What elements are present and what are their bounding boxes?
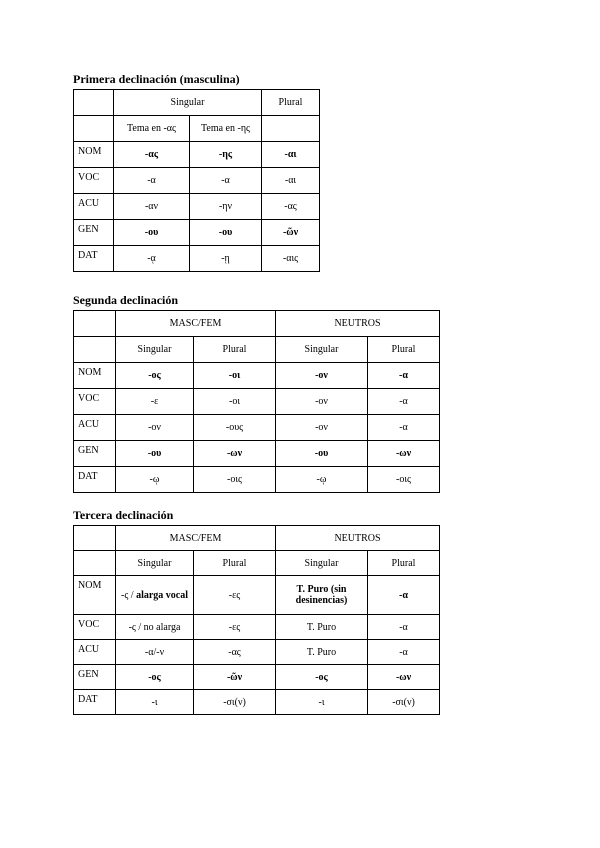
- case-label: DAT: [74, 467, 116, 493]
- ending-cell: -ας: [194, 640, 276, 665]
- case-label: DAT: [74, 690, 116, 715]
- ending-cell: -α: [368, 615, 440, 640]
- ending-cell: -ους: [194, 415, 276, 441]
- case-label: NOM: [74, 363, 116, 389]
- table-row: [74, 415, 440, 441]
- empty-corner-cell: [74, 90, 114, 116]
- ending-cell: -α: [368, 389, 440, 415]
- ending-cell: -ον: [276, 415, 368, 441]
- ending-cell: [116, 576, 194, 615]
- table-row: [74, 220, 320, 246]
- case-label: NOM: [74, 576, 116, 615]
- subheader-singular: Singular: [116, 337, 194, 363]
- subheader-plural: Plural: [368, 337, 440, 363]
- section1-title: Primera declinación (masculina): [73, 72, 240, 86]
- subheader-singular: Singular: [116, 551, 194, 576]
- subheader-singular: Singular: [276, 551, 368, 576]
- ending-cell: -ῶν: [262, 220, 320, 246]
- empty-corner-cell: [74, 311, 116, 337]
- header-neutros: NEUTROS: [276, 526, 440, 551]
- ending-cell: -αι: [262, 142, 320, 168]
- header-neutros: NEUTROS: [276, 311, 440, 337]
- ending-cell: -α: [190, 168, 262, 194]
- ending-cell: -ας: [262, 194, 320, 220]
- ending-cell: -ε: [116, 389, 194, 415]
- ending-cell: -ον: [276, 389, 368, 415]
- ending-cell: -ου: [276, 441, 368, 467]
- table-row: [74, 441, 440, 467]
- ending-cell: -οι: [194, 389, 276, 415]
- table-row: [74, 665, 440, 690]
- table-row: [74, 615, 440, 640]
- first-declension-table: [73, 89, 320, 272]
- ending-cell: -ῳ: [276, 467, 368, 493]
- third-declension-table: [73, 525, 440, 715]
- ending-cell: -ον: [276, 363, 368, 389]
- ending-cell: -σι(ν): [368, 690, 440, 715]
- ending-cell: -οι: [194, 363, 276, 389]
- empty-corner-cell: [74, 526, 116, 551]
- subheader-tema-es: Tema en -ης: [190, 116, 262, 142]
- case-label: ACU: [74, 640, 116, 665]
- ending-cell: -α/-ν: [116, 640, 194, 665]
- ending-cell: -ος: [116, 363, 194, 389]
- case-label: GEN: [74, 220, 114, 246]
- table-row: [74, 576, 440, 615]
- ending-cell: -ῶν: [194, 665, 276, 690]
- header-mascfem: MASC/FEM: [116, 526, 276, 551]
- ending-cell: -ι: [116, 690, 194, 715]
- table-row: [74, 690, 440, 715]
- ending-cell: -ος: [276, 665, 368, 690]
- empty-cell: [74, 116, 114, 142]
- subheader-plural: Plural: [368, 551, 440, 576]
- ending-cell: -ου: [116, 441, 194, 467]
- ending-cell: -ᾳ: [114, 246, 190, 272]
- ending-cell: -αν: [114, 194, 190, 220]
- table-row: [74, 142, 320, 168]
- table-row: [74, 363, 440, 389]
- ending-cell: -ου: [114, 220, 190, 246]
- empty-cell: [74, 551, 116, 576]
- header-mascfem: MASC/FEM: [116, 311, 276, 337]
- case-label: DAT: [74, 246, 114, 272]
- ending-cell: -οις: [368, 467, 440, 493]
- case-label: VOC: [74, 615, 116, 640]
- subheader-singular: Singular: [276, 337, 368, 363]
- ending-cell: -ς / no alarga: [116, 615, 194, 640]
- ending-cell: -ῳ: [116, 467, 194, 493]
- ending-cell: -ας: [114, 142, 190, 168]
- ending-cell: -ην: [190, 194, 262, 220]
- ending-cell: T. Puro: [276, 640, 368, 665]
- ending-cell: -σι(ν): [194, 690, 276, 715]
- subheader-tema-as: Tema en -ας: [114, 116, 190, 142]
- ending-cell: -ι: [276, 690, 368, 715]
- ending-cell: -ου: [190, 220, 262, 246]
- ending-cell: -ης: [190, 142, 262, 168]
- ending-cell: -ον: [116, 415, 194, 441]
- empty-cell: [262, 116, 320, 142]
- table-row: [74, 640, 440, 665]
- ending-cell: T. Puro (sin desinencias): [276, 576, 368, 615]
- section3-title: Tercera declinación: [73, 508, 174, 522]
- ending-cell: -ων: [368, 665, 440, 690]
- table-row: [74, 467, 440, 493]
- subheader-plural: Plural: [194, 337, 276, 363]
- table-row: [74, 389, 440, 415]
- table-row: [74, 194, 320, 220]
- ending-cell: -ων: [368, 441, 440, 467]
- ending-cell: -οις: [194, 467, 276, 493]
- ending-cell: -α: [368, 363, 440, 389]
- case-label: NOM: [74, 142, 114, 168]
- case-label: GEN: [74, 665, 116, 690]
- section2-title: Segunda declinación: [73, 293, 179, 307]
- ending-cell: -α: [368, 640, 440, 665]
- ending-cell: -ος: [116, 665, 194, 690]
- ending-cell: -αι: [262, 168, 320, 194]
- ending-cell: -ες: [194, 576, 276, 615]
- ending-cell: -ῃ: [190, 246, 262, 272]
- ending-note: alarga vocal: [136, 589, 188, 601]
- ending-cell: -αις: [262, 246, 320, 272]
- case-label: ACU: [74, 415, 116, 441]
- case-label: VOC: [74, 168, 114, 194]
- header-singular: Singular: [114, 90, 262, 116]
- case-label: GEN: [74, 441, 116, 467]
- ending-cell: T. Puro: [276, 615, 368, 640]
- ending-prefix: -ς /: [120, 589, 137, 601]
- case-label: VOC: [74, 389, 116, 415]
- second-declension-table: [73, 310, 440, 493]
- ending-cell: -α: [114, 168, 190, 194]
- ending-cell: -ων: [194, 441, 276, 467]
- empty-cell: [74, 337, 116, 363]
- table-row: [74, 246, 320, 272]
- ending-cell: -α: [368, 576, 440, 615]
- ending-cell: -ες: [194, 615, 276, 640]
- subheader-plural: Plural: [194, 551, 276, 576]
- ending-cell: -α: [368, 415, 440, 441]
- table-row: [74, 168, 320, 194]
- case-label: ACU: [74, 194, 114, 220]
- header-plural: Plural: [262, 90, 320, 116]
